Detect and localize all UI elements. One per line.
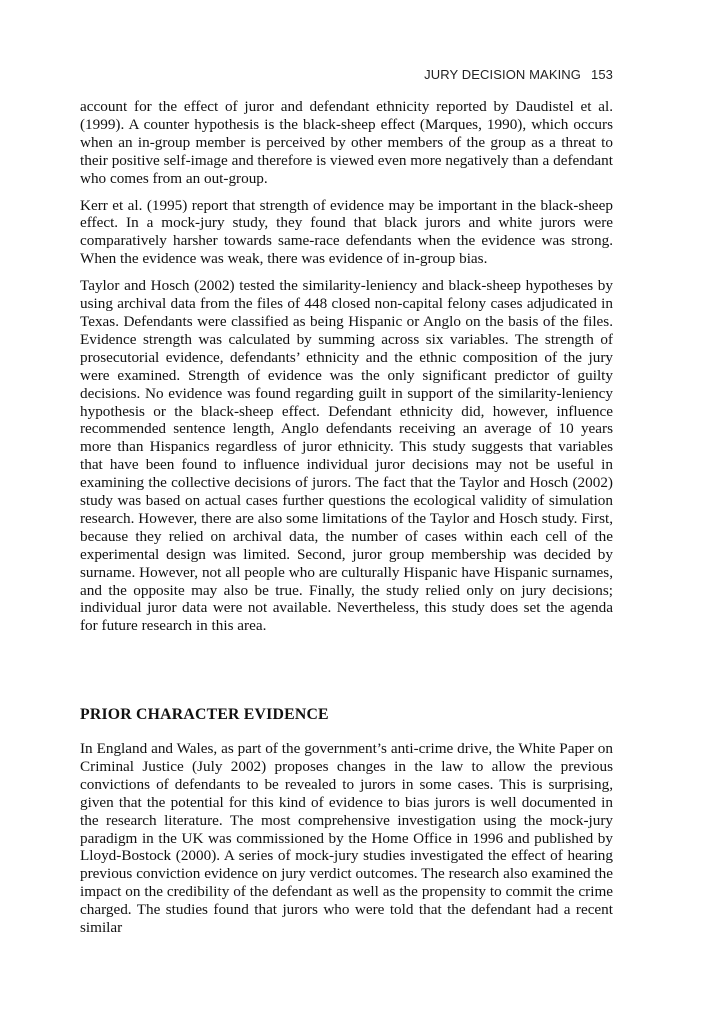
running-head [80,66,613,84]
running-title: JURY DECISION MAKING [424,67,581,82]
page-number: 153 [591,67,613,82]
paragraph: Kerr et al. (1995) report that strength of evidence may be important in the black-sheep effect. In a mock-jury study, they found that black jurors and white jurors were comparatively harsher towards same-race defendants when the evidence was strong. When the evidence was weak, there was evidence of in-group bias. [80,196,613,268]
paragraph: In England and Wales, as part of the government’s anti-crime drive, the White Paper on Criminal Justice (July 2002) proposes changes in the law to allow the previous convictions of defendants to be revealed to jurors in some cases. This is surprising, given that the potential for this kind of evidence to bias jurors is well documented in the research literature. The most comprehensive investigation using the mock-jury paradigm in the UK was commissioned by the Home Office in 1996 and published by Lloyd-Bostock (2000). A series of mock-jury studies investigated the effect of hearing previous conviction evidence on jury verdict outcomes. The research also examined the impact on the credibility of the defendant as well as the propensity to commit the crime charged. The studies found that jurors who were told that the defendant had a recent similar [80,740,613,937]
paragraph: Taylor and Hosch (2002) tested the similarity-leniency and black-sheep hypotheses by using archival data from the files of 448 closed non-capital felony cases adjudicated in Texas. Defendants were classified as being Hispanic or Anglo on the basis of the files. Evidence strength was calculated by summing across six variables. The strength of prosecutorial evidence, defendants’ ethnicity and the ethnic composition of the jury were examined. Strength of evidence was the only significant predictor of guilty decisions. No evidence was found regarding guilt in support of the similarity-leniency hypothesis or the black-sheep effect. Defendant ethnicity did, however, influence recommended sentence length, Anglo defendants receiving an average of 10 years more than Hispanics regardless of juror ethnicity. This study suggests that variables that have been found to influence individual juror decisions may not be useful in examining the collective decisions of jurors. The fact that the Taylor and Hosch (2002) study was based on actual cases further questions the ecological validity of simulation research. However, there are also some limitations of the Taylor and Hosch study. First, because they relied on archival data, the number of cases within each cell of the experimental design was limited. Second, juror group membership was decided by surname. However, not all people who are culturally Hispanic have Hispanic surnames, and the opposite may also be true. Finally, the study relied only on jury decisions; individual juror data were not available. Nevertheless, this study does set the agenda for future research in this area. [80,277,613,635]
body-text [80,98,613,644]
section-heading: PRIOR CHARACTER EVIDENCE [80,706,329,723]
section-body [80,740,613,937]
paragraph: account for the effect of juror and defendant ethnicity reported by Daudistel et al. (1999). A counter hypothesis is the black-sheep effect (Marques, 1990), which occurs when an in-group member is perceived by other members of the group as a threat to their positive self-image and therefore is viewed even more negatively than a defendant who comes from an out-group. [80,98,613,187]
